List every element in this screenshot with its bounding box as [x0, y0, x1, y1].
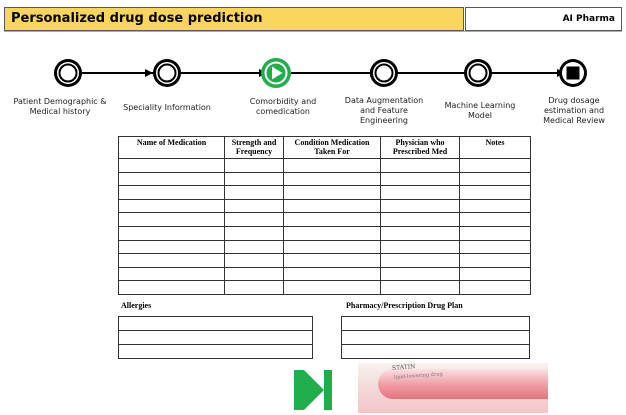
pharmacy-input[interactable]: [342, 345, 530, 359]
table-row: [119, 240, 531, 254]
table-row: [119, 254, 531, 268]
pharmacy-table: [341, 316, 530, 359]
step-2-label: Speciality Information: [123, 103, 211, 112]
allergies-input[interactable]: [119, 345, 313, 359]
brand-name: AI Pharma: [465, 7, 622, 31]
table-row: [119, 213, 531, 227]
table-cell[interactable]: [381, 267, 460, 281]
table-cell[interactable]: [381, 172, 460, 186]
step-5-node[interactable]: [464, 59, 492, 87]
table-cell[interactable]: [225, 186, 284, 200]
step-1-label: Patient Demographic & Medical history: [13, 97, 107, 116]
column-header-strength-frequency: Strength and Frequency: [225, 137, 284, 159]
table-cell[interactable]: [381, 226, 460, 240]
allergies-input[interactable]: [119, 317, 313, 331]
table-cell[interactable]: [225, 267, 284, 281]
table-cell[interactable]: [381, 199, 460, 213]
table-cell[interactable]: [460, 213, 531, 227]
table-cell[interactable]: [460, 267, 531, 281]
table-cell[interactable]: [225, 159, 284, 173]
table-row: [119, 199, 531, 213]
table-row: [119, 281, 531, 295]
step-2-node[interactable]: [153, 59, 181, 87]
table-cell[interactable]: [119, 172, 225, 186]
step-6-label: Drug dosage estimation and Medical Review: [543, 96, 605, 125]
step-3-label: Comorbidity and comedication: [249, 97, 317, 116]
table-cell[interactable]: [284, 240, 381, 254]
header-divider: [4, 31, 622, 32]
table-cell[interactable]: [284, 213, 381, 227]
table-cell[interactable]: [284, 172, 381, 186]
table-cell[interactable]: [460, 226, 531, 240]
table-cell[interactable]: [284, 226, 381, 240]
step-6-node[interactable]: [559, 59, 587, 87]
table-row: [119, 226, 531, 240]
table-cell[interactable]: [460, 254, 531, 268]
skip-next-icon: [294, 370, 332, 410]
workflow-stepper: [0, 50, 626, 100]
table-cell[interactable]: [284, 281, 381, 295]
table-cell[interactable]: [460, 172, 531, 186]
medication-photo: [358, 363, 548, 413]
step-4-node[interactable]: [370, 59, 398, 87]
column-header-condition: Condition Medication Taken For: [284, 137, 381, 159]
pharmacy-title: Pharmacy/Prescription Drug Plan: [346, 301, 463, 310]
table-cell[interactable]: [460, 240, 531, 254]
next-step-button[interactable]: [294, 370, 332, 410]
table-cell[interactable]: [225, 281, 284, 295]
table-cell[interactable]: [225, 213, 284, 227]
table-cell[interactable]: [284, 254, 381, 268]
table-row: [119, 267, 531, 281]
photo-subcaption: lipid-lowering drug: [393, 371, 443, 381]
page-title: Personalized drug dose prediction: [4, 7, 464, 31]
table-cell[interactable]: [460, 159, 531, 173]
table-cell[interactable]: [381, 186, 460, 200]
stop-icon: [567, 67, 580, 80]
table-row: [342, 345, 530, 359]
column-header-notes: Notes: [460, 137, 531, 159]
table-cell[interactable]: [284, 199, 381, 213]
table-cell[interactable]: [460, 199, 531, 213]
table-cell[interactable]: [381, 240, 460, 254]
step-3-node-current[interactable]: [261, 58, 291, 88]
pharmacy-input[interactable]: [342, 317, 530, 331]
column-header-physician: Physician who Prescribed Med: [381, 137, 460, 159]
allergies-title: Allergies: [121, 301, 152, 310]
table-row: [119, 186, 531, 200]
table-row: [342, 331, 530, 345]
table-cell[interactable]: [460, 186, 531, 200]
table-row: [119, 172, 531, 186]
table-row: [119, 159, 531, 173]
allergies-input[interactable]: [119, 331, 313, 345]
allergies-table: [118, 316, 313, 359]
table-cell[interactable]: [225, 226, 284, 240]
table-cell[interactable]: [381, 254, 460, 268]
step-4-label: Data Augmentation and Feature Engineering: [344, 96, 424, 125]
table-cell[interactable]: [119, 281, 225, 295]
table-cell[interactable]: [119, 254, 225, 268]
table-cell[interactable]: [284, 267, 381, 281]
table-cell[interactable]: [381, 281, 460, 295]
table-row: [119, 317, 313, 331]
table-cell[interactable]: [225, 254, 284, 268]
table-cell[interactable]: [225, 172, 284, 186]
table-cell[interactable]: [284, 186, 381, 200]
pharmacy-input[interactable]: [342, 331, 530, 345]
step-1-node[interactable]: [54, 59, 82, 87]
table-row: [119, 331, 313, 345]
step-5-label: Machine Learning Model: [444, 101, 516, 120]
table-cell[interactable]: [119, 199, 225, 213]
column-header-medication-name: Name of Medication: [119, 137, 225, 159]
table-cell[interactable]: [225, 240, 284, 254]
medication-table: [118, 136, 531, 295]
photo-caption: STATIN: [391, 363, 416, 372]
table-cell[interactable]: [381, 159, 460, 173]
table-cell[interactable]: [119, 159, 225, 173]
table-cell[interactable]: [460, 281, 531, 295]
table-cell[interactable]: [119, 240, 225, 254]
table-cell[interactable]: [381, 213, 460, 227]
table-cell[interactable]: [119, 186, 225, 200]
table-cell[interactable]: [119, 226, 225, 240]
table-row: [119, 345, 313, 359]
table-cell[interactable]: [119, 267, 225, 281]
arrow-head-icon: [145, 69, 153, 77]
table-cell[interactable]: [225, 199, 284, 213]
table-cell[interactable]: [119, 213, 225, 227]
table-cell[interactable]: [284, 159, 381, 173]
table-row: [342, 317, 530, 331]
